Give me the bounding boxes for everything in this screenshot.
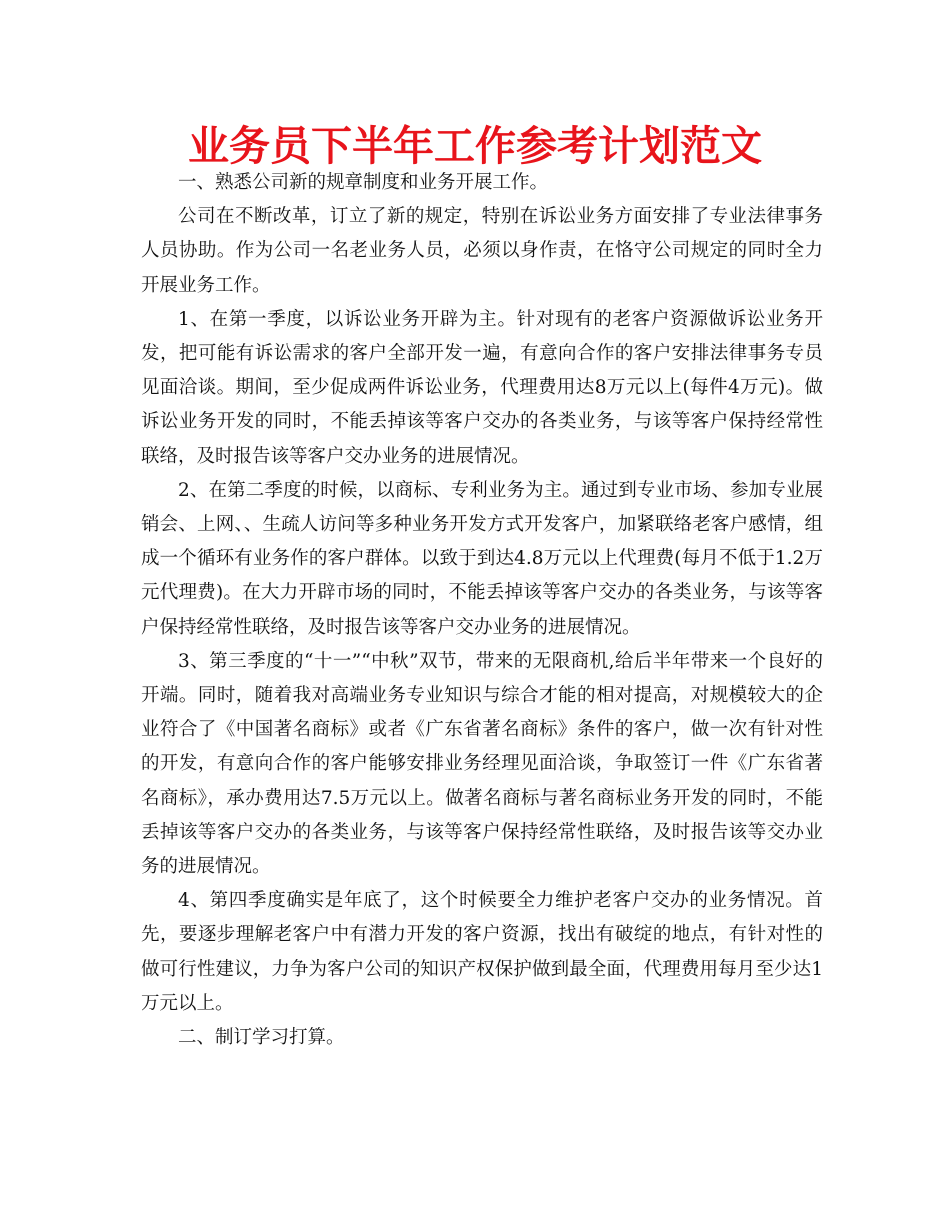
document-body (141, 166, 823, 1055)
body-paragraph: 公司在不断改革，订立了新的规定，特别在诉讼业务方面安排了专业法律事务人员协助。作为公司一名老业务人员，必须以身作责，在恪守公司规定的同时全力开展业务工作。 (141, 206, 823, 296)
plan-item-q3: 3、第三季度的“十一”“中秋”双节，带来的无限商机,给后半年带来一个良好的开端。同时，随着我对高端业务专业知识与综合才能的相对提高，对规模较大的企业符合了《中国著名商标》或者《广东省著名商标》条件的客户，做一次有针对性的开发，有意向合作的客户能够安排业务经理见面洽谈，争取签订一件《广东省著名商标》，承办费用达7.5万元以上。做著名商标与著名商标业务开发的同时，不能丢掉该等客户交办的各类业务，与该等客户保持经常性联络，及时报告该等交办业务的进展情况。 (141, 650, 823, 878)
plan-item-q2: 2、在第二季度的时候，以商标、专利业务为主。通过到专业市场、参加专业展销会、上网、、生疏人访问等多种业务开发方式开发客户，加紧联络老客户感情，组成一个循环有业务作的客户群体。以致于到达4.8万元以上代理费(每月不低于1.2万元代理费)。在大力开辟市场的同时，不能丢掉该等客户交办的各类业务，与该等客户保持经常性联络，及时报告该等客户交办业务的进展情况。 (141, 479, 823, 638)
plan-item-q4: 4、第四季度确实是年底了，这个时候要全力维护老客户交办的业务情况。首先，要逐步理解老客户中有潜力开发的客户资源，找出有破绽的地点，有针对性的做可行性建议，力争为客户公司的知识产权保护做到最全面，代理费用每月至少达1万元以上。 (141, 890, 823, 1014)
plan-item-q1: 1、在第一季度，以诉讼业务开辟为主。针对现有的老客户资源做诉讼业务开发，把可能有诉讼需求的客户全部开发一遍，有意向合作的客户安排法律事务专员见面洽谈。期间，至少促成两件诉讼业务，代理费用达8万元以上(每件4万元)。做诉讼业务开发的同时，不能丢掉该等客户交办的各类业务，与该等客户保持经常性联络，及时报告该等客户交办业务的进展情况。 (141, 308, 823, 467)
section-heading-1: 一、熟悉公司新的规章制度和业务开展工作。 (178, 172, 549, 193)
section-heading-2: 二、制订学习打算。 (178, 1027, 345, 1049)
document-title: 业务员下半年工作参考计划范文 (188, 122, 762, 170)
